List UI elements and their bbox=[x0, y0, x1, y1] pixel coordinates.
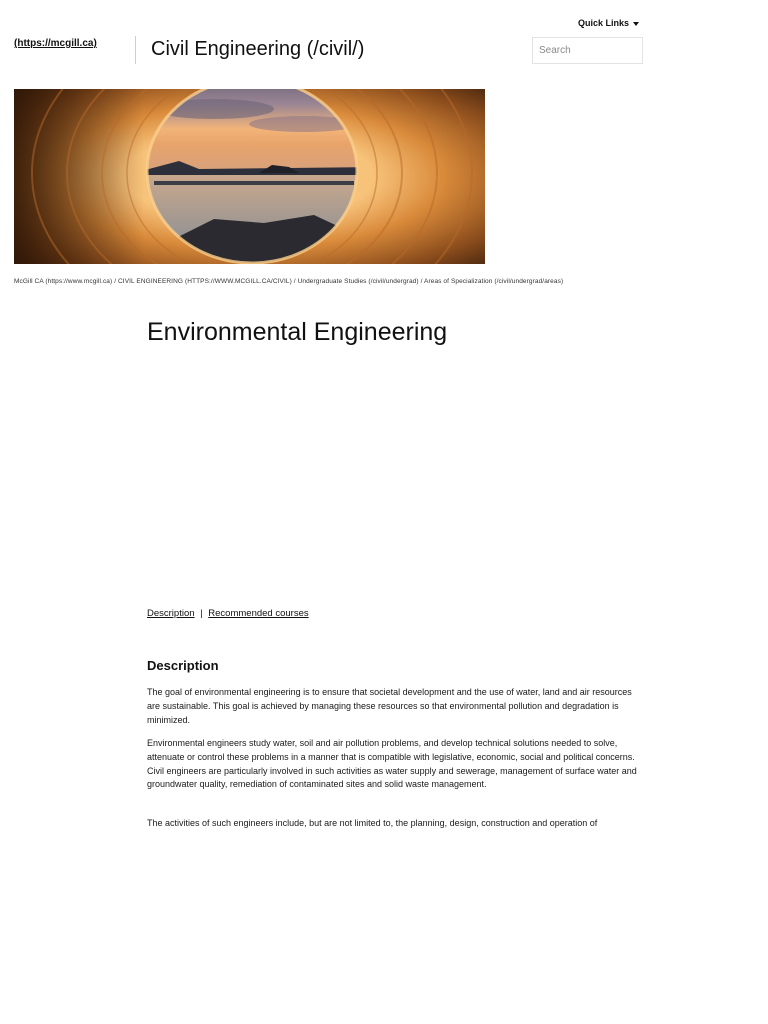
section-tabs bbox=[147, 608, 309, 619]
home-link[interactable]: (https://mcgill.ca) bbox=[14, 38, 97, 49]
header-divider bbox=[135, 36, 136, 64]
breadcrumb-item[interactable]: Areas of Specialization (/civil/undergrad/areas) bbox=[424, 278, 564, 285]
tab-description[interactable]: Description bbox=[147, 608, 195, 619]
breadcrumb-separator: / bbox=[114, 278, 117, 285]
quick-links-menu[interactable] bbox=[578, 18, 639, 28]
breadcrumb-item[interactable]: Undergraduate Studies (/civil/undergrad) bbox=[297, 278, 419, 285]
breadcrumb bbox=[14, 276, 640, 288]
caret-down-icon bbox=[633, 22, 639, 26]
pipe-sunset-image bbox=[14, 89, 485, 264]
paragraph: Environmental engineers study water, soil and air pollution problems, and develop technical solutions needed to solve, attenuate or control these problems in a manner that is compatible with legislative, economic, social and political concerns. Civil engineers are particularly involved in such activities as water supply and sewerage, management of surface water and groundwater quality, remediation of contaminated sites and solid waste management. bbox=[147, 738, 637, 790]
site-title[interactable]: Civil Engineering (/civil/) bbox=[151, 38, 365, 60]
breadcrumb-separator: / bbox=[293, 278, 296, 285]
breadcrumb-item[interactable]: McGill CA (https://www.mcgill.ca) bbox=[14, 278, 113, 285]
breadcrumb-item[interactable]: CIVIL ENGINEERING (HTTPS://WWW.MCGILL.CA/CIVIL) bbox=[118, 278, 292, 285]
tab-separator: | bbox=[200, 608, 203, 619]
section-heading: Description bbox=[147, 658, 219, 673]
paragraph: The activities of such engineers include, but are not limited to, the planning, design, construction and operation of bbox=[147, 818, 598, 828]
paragraph: The goal of environmental engineering is to ensure that societal development and the use of water, land and air resources are sustainable. This goal is achieved by managing these resources so that environmental pollution and degradation is minimized. bbox=[147, 687, 632, 725]
hero-image bbox=[14, 89, 485, 264]
quick-links-label: Quick Links bbox=[578, 18, 630, 28]
search-input[interactable] bbox=[532, 37, 643, 64]
tab-recommended-courses[interactable]: Recommended courses bbox=[208, 608, 309, 619]
page-title: Environmental Engineering bbox=[147, 318, 448, 346]
breadcrumb-separator: / bbox=[420, 278, 423, 285]
